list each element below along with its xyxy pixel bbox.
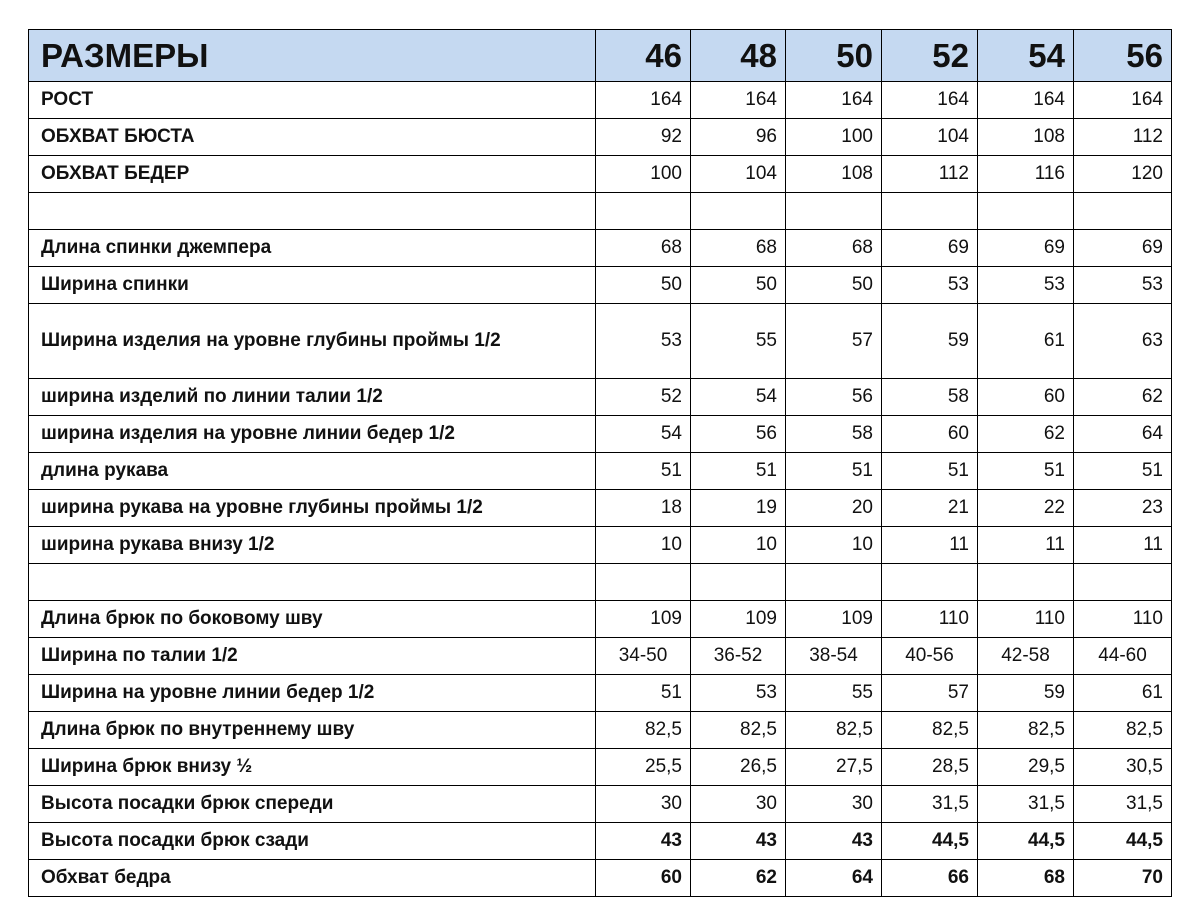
row-value: 164 (786, 82, 882, 119)
row-value: 59 (978, 675, 1074, 712)
row-label: ширина рукава внизу 1/2 (29, 527, 596, 564)
row-label: ОБХВАТ БЕДЕР (29, 156, 596, 193)
header-label: РАЗМЕРЫ (29, 30, 596, 82)
table-row (29, 304, 1172, 379)
row-label: Ширина изделия на уровне глубины проймы 1/2 (29, 304, 596, 379)
row-value: 23 (1074, 490, 1172, 527)
row-value: 120 (1074, 156, 1172, 193)
row-value: 82,5 (786, 712, 882, 749)
row-label: ширина рукава на уровне глубины проймы 1/2 (29, 490, 596, 527)
row-value: 55 (691, 304, 786, 379)
row-value: 51 (596, 675, 691, 712)
row-value: 54 (596, 416, 691, 453)
row-value: 82,5 (1074, 712, 1172, 749)
row-value: 110 (1074, 601, 1172, 638)
row-value: 70 (1074, 860, 1172, 897)
row-value: 62 (691, 860, 786, 897)
row-value (786, 193, 882, 230)
row-value: 20 (786, 490, 882, 527)
row-value: 69 (1074, 230, 1172, 267)
row-value: 57 (882, 675, 978, 712)
row-value: 109 (786, 601, 882, 638)
table-row (29, 860, 1172, 897)
table-row (29, 156, 1172, 193)
size-header: 56 (1074, 30, 1172, 82)
row-value: 30 (596, 786, 691, 823)
row-value: 31,5 (882, 786, 978, 823)
table-row (29, 82, 1172, 119)
row-value: 36-52 (691, 638, 786, 675)
row-value: 53 (1074, 267, 1172, 304)
row-value: 51 (978, 453, 1074, 490)
row-value: 60 (978, 379, 1074, 416)
table-row (29, 786, 1172, 823)
row-value: 30,5 (1074, 749, 1172, 786)
row-value: 25,5 (596, 749, 691, 786)
row-value: 57 (786, 304, 882, 379)
row-label: РОСТ (29, 82, 596, 119)
row-label: ширина изделия на уровне линии бедер 1/2 (29, 416, 596, 453)
row-value: 58 (882, 379, 978, 416)
row-value: 104 (882, 119, 978, 156)
row-value: 69 (978, 230, 1074, 267)
row-value: 64 (1074, 416, 1172, 453)
row-value: 109 (596, 601, 691, 638)
row-value (691, 193, 786, 230)
row-value: 31,5 (1074, 786, 1172, 823)
row-value: 164 (882, 82, 978, 119)
row-value: 108 (786, 156, 882, 193)
row-value (978, 564, 1074, 601)
row-value: 55 (786, 675, 882, 712)
table-row (29, 119, 1172, 156)
row-value: 61 (1074, 675, 1172, 712)
table-row (29, 527, 1172, 564)
row-label (29, 193, 596, 230)
row-value: 44,5 (1074, 823, 1172, 860)
row-value: 51 (882, 453, 978, 490)
row-value: 82,5 (691, 712, 786, 749)
table-row (29, 379, 1172, 416)
row-value: 26,5 (691, 749, 786, 786)
row-value: 110 (978, 601, 1074, 638)
row-value: 52 (596, 379, 691, 416)
row-value (1074, 193, 1172, 230)
row-label: Длина брюк по боковому шву (29, 601, 596, 638)
row-value: 104 (691, 156, 786, 193)
row-value: 22 (978, 490, 1074, 527)
table-row (29, 193, 1172, 230)
row-value: 10 (596, 527, 691, 564)
row-label: ширина изделий по линии талии 1/2 (29, 379, 596, 416)
row-value: 164 (691, 82, 786, 119)
row-value (596, 564, 691, 601)
row-value: 82,5 (978, 712, 1074, 749)
row-value (786, 564, 882, 601)
row-value: 112 (1074, 119, 1172, 156)
row-value: 59 (882, 304, 978, 379)
row-value (1074, 564, 1172, 601)
row-value: 164 (1074, 82, 1172, 119)
row-value: 34-50 (596, 638, 691, 675)
row-label: Длина спинки джемпера (29, 230, 596, 267)
table-row (29, 749, 1172, 786)
table-row (29, 453, 1172, 490)
row-label: Ширина на уровне линии бедер 1/2 (29, 675, 596, 712)
row-value: 19 (691, 490, 786, 527)
row-value: 100 (596, 156, 691, 193)
row-value: 43 (691, 823, 786, 860)
row-value: 164 (596, 82, 691, 119)
row-value: 43 (786, 823, 882, 860)
row-value: 110 (882, 601, 978, 638)
table-row (29, 564, 1172, 601)
row-value: 21 (882, 490, 978, 527)
row-value (882, 564, 978, 601)
size-header: 52 (882, 30, 978, 82)
table-row (29, 490, 1172, 527)
row-value: 109 (691, 601, 786, 638)
row-label: Высота посадки брюк спереди (29, 786, 596, 823)
row-value: 53 (596, 304, 691, 379)
row-value: 43 (596, 823, 691, 860)
table-row (29, 823, 1172, 860)
row-value: 30 (786, 786, 882, 823)
row-label: ОБХВАТ БЮСТА (29, 119, 596, 156)
row-label: Ширина по талии 1/2 (29, 638, 596, 675)
row-value: 50 (786, 267, 882, 304)
row-value: 164 (978, 82, 1074, 119)
row-value: 56 (786, 379, 882, 416)
row-value: 92 (596, 119, 691, 156)
row-value: 28,5 (882, 749, 978, 786)
size-header: 54 (978, 30, 1074, 82)
row-value: 51 (786, 453, 882, 490)
row-value: 68 (978, 860, 1074, 897)
table-row (29, 416, 1172, 453)
row-value (596, 193, 691, 230)
row-label: Ширина брюк внизу ½ (29, 749, 596, 786)
table-row (29, 675, 1172, 712)
row-label: Высота посадки брюк сзади (29, 823, 596, 860)
row-value: 60 (596, 860, 691, 897)
row-value: 50 (596, 267, 691, 304)
row-label: Обхват бедра (29, 860, 596, 897)
row-value: 96 (691, 119, 786, 156)
row-label: Длина брюк по внутреннему шву (29, 712, 596, 749)
row-value: 53 (978, 267, 1074, 304)
size-header: 48 (691, 30, 786, 82)
row-value (691, 564, 786, 601)
row-value (978, 193, 1074, 230)
row-value: 51 (1074, 453, 1172, 490)
row-value: 18 (596, 490, 691, 527)
table-row (29, 601, 1172, 638)
row-value: 11 (1074, 527, 1172, 564)
row-value: 116 (978, 156, 1074, 193)
row-value: 100 (786, 119, 882, 156)
row-label: длина рукава (29, 453, 596, 490)
row-value: 30 (691, 786, 786, 823)
size-header: 50 (786, 30, 882, 82)
row-value: 56 (691, 416, 786, 453)
row-value: 10 (786, 527, 882, 564)
row-value: 10 (691, 527, 786, 564)
row-label: Ширина спинки (29, 267, 596, 304)
table-row (29, 638, 1172, 675)
row-value: 64 (786, 860, 882, 897)
row-value: 68 (691, 230, 786, 267)
row-value: 44-60 (1074, 638, 1172, 675)
row-value: 44,5 (978, 823, 1074, 860)
size-header: 46 (596, 30, 691, 82)
size-chart-table (28, 29, 1172, 897)
row-value: 42-58 (978, 638, 1074, 675)
row-value (882, 193, 978, 230)
row-value: 53 (691, 675, 786, 712)
row-value: 68 (786, 230, 882, 267)
row-value: 68 (596, 230, 691, 267)
row-value: 54 (691, 379, 786, 416)
row-value: 51 (691, 453, 786, 490)
table-row (29, 230, 1172, 267)
row-value: 82,5 (882, 712, 978, 749)
row-value: 31,5 (978, 786, 1074, 823)
row-value: 69 (882, 230, 978, 267)
row-value: 82,5 (596, 712, 691, 749)
row-label (29, 564, 596, 601)
row-value: 62 (978, 416, 1074, 453)
row-value: 61 (978, 304, 1074, 379)
table-row (29, 267, 1172, 304)
row-value: 29,5 (978, 749, 1074, 786)
row-value: 62 (1074, 379, 1172, 416)
row-value: 51 (596, 453, 691, 490)
row-value: 60 (882, 416, 978, 453)
table-row (29, 712, 1172, 749)
row-value: 44,5 (882, 823, 978, 860)
row-value: 66 (882, 860, 978, 897)
row-value: 53 (882, 267, 978, 304)
row-value: 38-54 (786, 638, 882, 675)
row-value: 11 (978, 527, 1074, 564)
row-value: 40-56 (882, 638, 978, 675)
row-value: 27,5 (786, 749, 882, 786)
row-value: 58 (786, 416, 882, 453)
row-value: 112 (882, 156, 978, 193)
header-row (29, 30, 1172, 82)
row-value: 50 (691, 267, 786, 304)
row-value: 11 (882, 527, 978, 564)
row-value: 108 (978, 119, 1074, 156)
row-value: 63 (1074, 304, 1172, 379)
